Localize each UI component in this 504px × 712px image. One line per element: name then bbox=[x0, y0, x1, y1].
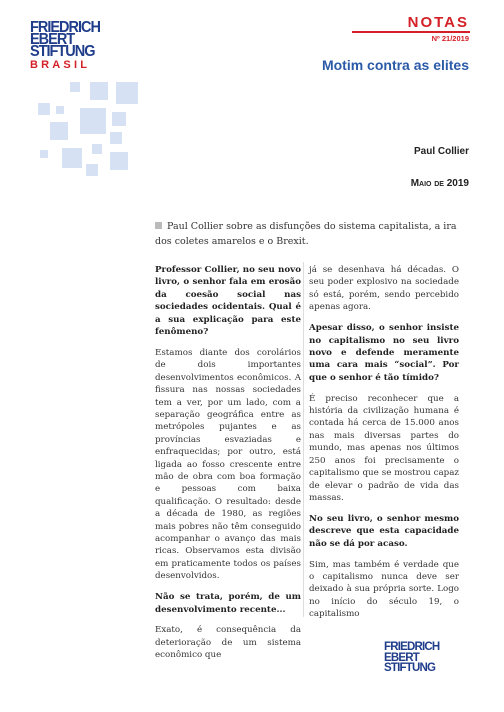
question-4: No seu livro, o senhor mesmo descreve que esta capacidade não se dá por acaso. bbox=[309, 513, 459, 549]
text-column-1 bbox=[155, 264, 301, 670]
footer-logo-line-1: FRIEDRICH bbox=[384, 641, 440, 653]
answer-2: Exato, é consequência da deterioração de um sistema econômico que bbox=[155, 625, 301, 661]
issue-number: Nº 21/2019 bbox=[431, 34, 469, 43]
intro-body: Paul Collier sobre as disfunções do sistema capitalista, a ira dos coletes amarelos e o Brexit. bbox=[155, 221, 457, 247]
question-3: Apesar disso, o senhor insiste no capitalismo no seu livro novo e defende meramente uma cara mais “social”. Por que o senhor é tão tímido? bbox=[309, 323, 459, 383]
answer-1: Estamos diante dos corolários de dois importantes desenvolvimentos econômicos. A fissura nas nossas sociedades tem a ver, por um lado, com a separação geográfica entre as metrópoles pujantes e as províncias esvaziadas e enfraquecidas; por outro, está ligada ao fosso crescente entre mão de obra com boa formação e pessoas com baixa qualificação. O resultado: desde a década de 1980, as regiões mais pobres não têm conseguido acompanhar o avanço das mais ricas. Observamos esta divisão em praticamente todos os países desenvolvidos. bbox=[155, 347, 301, 582]
author-name: Paul Collier bbox=[413, 146, 469, 157]
column-divider bbox=[303, 262, 304, 617]
logo-line-1: FRIEDRICH bbox=[30, 19, 100, 37]
logo-line-4: BRASIL bbox=[30, 59, 91, 71]
publication-date: Maio de 2019 bbox=[410, 178, 469, 189]
question-1: Professor Collier, no seu novo livro, o senhor fala em erosão da coesão social nas sociedades ocidentais. Qual é a sua explicação para este fenômeno? bbox=[155, 265, 301, 338]
fes-brasil-logo bbox=[30, 19, 140, 72]
document-title: Motim contra as elites bbox=[321, 57, 469, 73]
logo-line-3: STIFTUNG bbox=[30, 43, 95, 61]
series-label: NOTAS bbox=[407, 14, 469, 31]
answer-2-continued: já se desenhava há décadas. O seu poder explosivo na sociedade só está, porém, sendo percebido apenas agora. bbox=[309, 265, 459, 313]
bullet-square-icon bbox=[155, 222, 162, 229]
fes-footer-logo bbox=[384, 642, 439, 674]
footer-logo-line-3: STIFTUNG bbox=[384, 662, 436, 674]
answer-3: É preciso reconhecer que a história da civilização humana é contada há cerca de 15.000 anos nas mais diversas partes do mundo, mas apenas nos últimos 250 anos foi precisamente o capitalismo que se mostrou capaz de elevar o padrão de vida das massas. bbox=[309, 393, 459, 503]
logo-line-2: EBERT bbox=[30, 31, 75, 49]
question-2: Não se trata, porém, de um desenvolvimento recente... bbox=[155, 592, 301, 615]
header-rule bbox=[352, 31, 470, 33]
answer-4: Sim, mas também é verdade que o capitalismo nunca deve ser deixado à sua própria sorte. Logo no início do século 19, o capitalismo bbox=[309, 559, 459, 620]
text-column-2 bbox=[309, 264, 459, 629]
footer-logo-line-2: EBERT bbox=[384, 651, 419, 664]
intro-text bbox=[155, 220, 473, 249]
